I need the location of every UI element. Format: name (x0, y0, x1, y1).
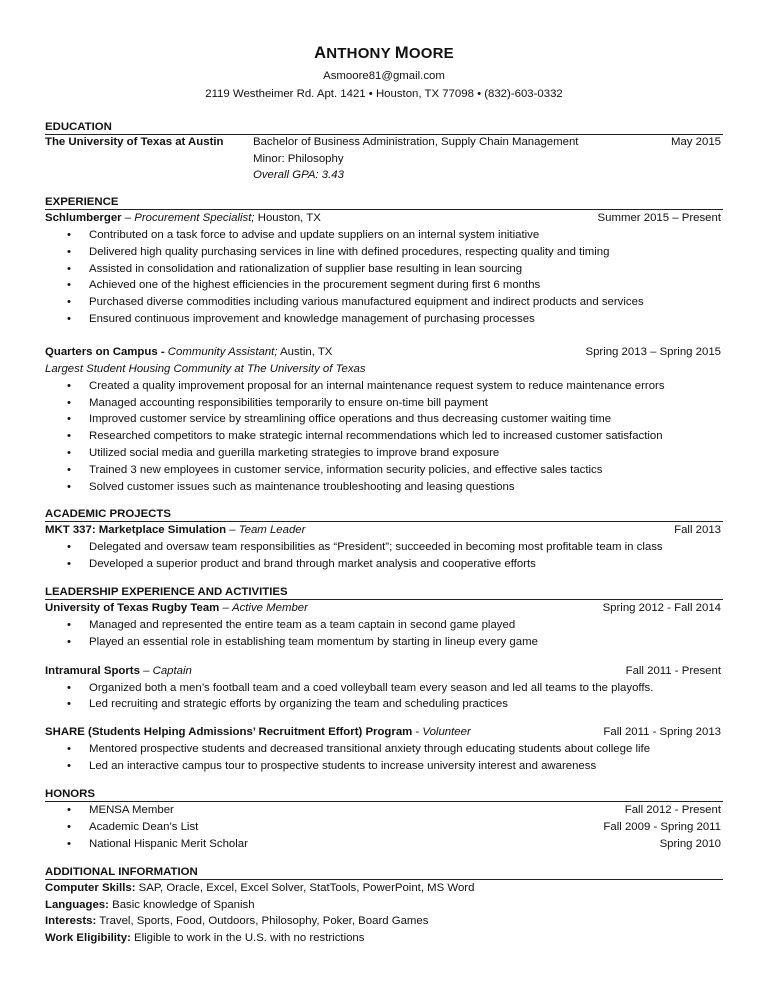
activity-bullets (45, 680, 723, 714)
additional-section (45, 865, 723, 946)
list-item: • Contributed on a task force to advise and update suppliers on an internal system initiative (67, 229, 540, 241)
list-item: • Led recruiting and strategic efforts by organizing the team and scheduling practices (67, 698, 508, 711)
degree: Bachelor of Business Administration, Supply Chain Management (253, 136, 579, 148)
candidate-name: ANTHONY MOORE (314, 44, 454, 62)
list-item: • Led an interactive campus tour to prospective students to increase university interest and awareness (67, 759, 597, 772)
job-header: Schlumberger – Procurement Specialist; Houston, TX Summer 2015 – Present (45, 210, 723, 227)
project-header: MKT 337: Marketplace Simulation – Team Leader Fall 2013 (45, 522, 723, 539)
minor: Minor: Philosophy (253, 153, 344, 165)
list-item: • Developed a superior product and brand through market analysis and cooperative efforts (67, 557, 536, 570)
list-item: • Mentored prospective students and decreased transitional anxiety through educating students about college life (67, 743, 651, 756)
leadership-section (45, 585, 723, 775)
education-section (45, 120, 723, 187)
school-name: The University of Texas at Austin (45, 136, 224, 148)
experience-section (45, 195, 723, 495)
education-entry (45, 135, 723, 187)
job-bullets (45, 378, 723, 496)
list-item: • Ensured continuous improvement and knowledge management of purchasing processes (67, 312, 535, 325)
activity-header: University of Texas Rugby Team – Active Member Spring 2012 - Fall 2014 (45, 600, 723, 617)
section-title: HONORS (45, 787, 723, 802)
list-item: • Purchased diverse commodities including various manufactured equipment and indirect products and services (67, 296, 644, 309)
section-title: ACADEMIC PROJECTS (45, 507, 723, 522)
section-title: ADDITIONAL INFORMATION (45, 865, 723, 880)
email-address: Asmoore81@gmail.com (323, 70, 445, 82)
postal-address: 2119 Westheimer Rd. Apt. 1421 • Houston, TX 77098 • (832)-603-0332 (205, 88, 563, 100)
list-item: • Delivered high quality purchasing services in line with defined procedures, respecting quality and timing (67, 245, 610, 258)
job-bullets (45, 227, 723, 328)
info-row: Languages: Basic knowledge of Spanish (45, 898, 255, 911)
job-date: Summer 2015 – Present (597, 212, 721, 224)
activity-entry (45, 724, 723, 775)
activity-date: Fall 2011 - Spring 2013 (603, 726, 721, 739)
activity-bullets (45, 617, 723, 651)
list-item: • Delegated and oversaw team responsibilities as “President”; succeeded in becoming most profitable team in class (67, 541, 663, 553)
gpa: Overall GPA: 3.43 (253, 169, 344, 181)
list-item: • Assisted in consolidation and rationalization of supplier base resulting in lean sourcing (67, 262, 523, 275)
list-item: • Managed accounting responsibilities temporarily to ensure on-time bill payment (67, 396, 488, 409)
section-title: EDUCATION (45, 120, 723, 135)
list-item: • Created a quality improvement proposal for an internal maintenance request system to reduce maintenance errors (67, 379, 665, 392)
honors-list (45, 802, 723, 852)
info-row: Interests: Travel, Sports, Food, Outdoors, Philosophy, Poker, Board Games (45, 915, 429, 928)
list-item: • Utilized social media and guerilla marketing strategies to improve brand exposure (67, 446, 500, 459)
project-bullets (45, 539, 723, 573)
info-row: Work Eligibility: Eligible to work in the U.S. with no restrictions (45, 931, 365, 944)
list-item: • Improved customer service by streamlining office operations and thus decreasing customer waiting time (67, 413, 612, 426)
project-date: Fall 2013 (674, 524, 721, 536)
graduation-date: May 2015 (670, 136, 721, 148)
list-item: • Played an essential role in establishing team momentum by starting in lineup every game (67, 635, 538, 648)
activity-entry (45, 663, 723, 714)
honors-section (45, 787, 723, 852)
list-item: • Achieved one of the highest efficiencies in the procurement segment during first 6 months (67, 279, 541, 292)
list-item: • MENSA Member Fall 2012 - Present (67, 804, 721, 816)
activity-header: Intramural Sports – Captain Fall 2011 - Present (45, 663, 723, 680)
info-row: Computer Skills: SAP, Oracle, Excel, Excel Solver, StatTools, PowerPoint, MS Word (45, 882, 475, 894)
job-header: Quarters on Campus - Community Assistant; Austin, TX Spring 2013 – Spring 2015 (45, 344, 723, 361)
list-item: • Trained 3 new employees in customer service, information security policies, and effective sales tactics (67, 463, 603, 476)
list-item: • Academic Dean’s List Fall 2009 - Spring 2011 (67, 820, 721, 833)
section-title: LEADERSHIP EXPERIENCE AND ACTIVITIES (45, 585, 723, 600)
section-title: EXPERIENCE (45, 195, 723, 210)
list-item: • Solved customer issues such as maintenance troubleshooting and leasing questions (67, 480, 515, 493)
activity-header: SHARE (Students Helping Admissions’ Recruitment Effort) Program - Volunteer Fall 2011 - Spring 2013 (45, 724, 723, 741)
job-subtitle: Largest Student Housing Community at The University of Texas (45, 362, 366, 375)
activity-entry (45, 600, 723, 651)
activity-bullets (45, 741, 723, 775)
activity-date: Spring 2012 - Fall 2014 (602, 602, 721, 614)
list-item: • Researched competitors to make strategic internal recommendations which led to increased customer satisfaction (67, 430, 663, 443)
job-entry (45, 344, 723, 496)
list-item: • Organized both a men’s football team and a coed volleyball team every season and led all teams to the playoffs. (67, 681, 654, 694)
projects-section (45, 507, 723, 573)
list-item: • Managed and represented the entire team as a team captain in second game played (67, 619, 516, 631)
job-entry (45, 210, 723, 328)
list-item: • National Hispanic Merit Scholar Spring 2010 (67, 837, 721, 850)
job-date: Spring 2013 – Spring 2015 (585, 345, 721, 358)
activity-date: Fall 2011 - Present (625, 664, 721, 677)
